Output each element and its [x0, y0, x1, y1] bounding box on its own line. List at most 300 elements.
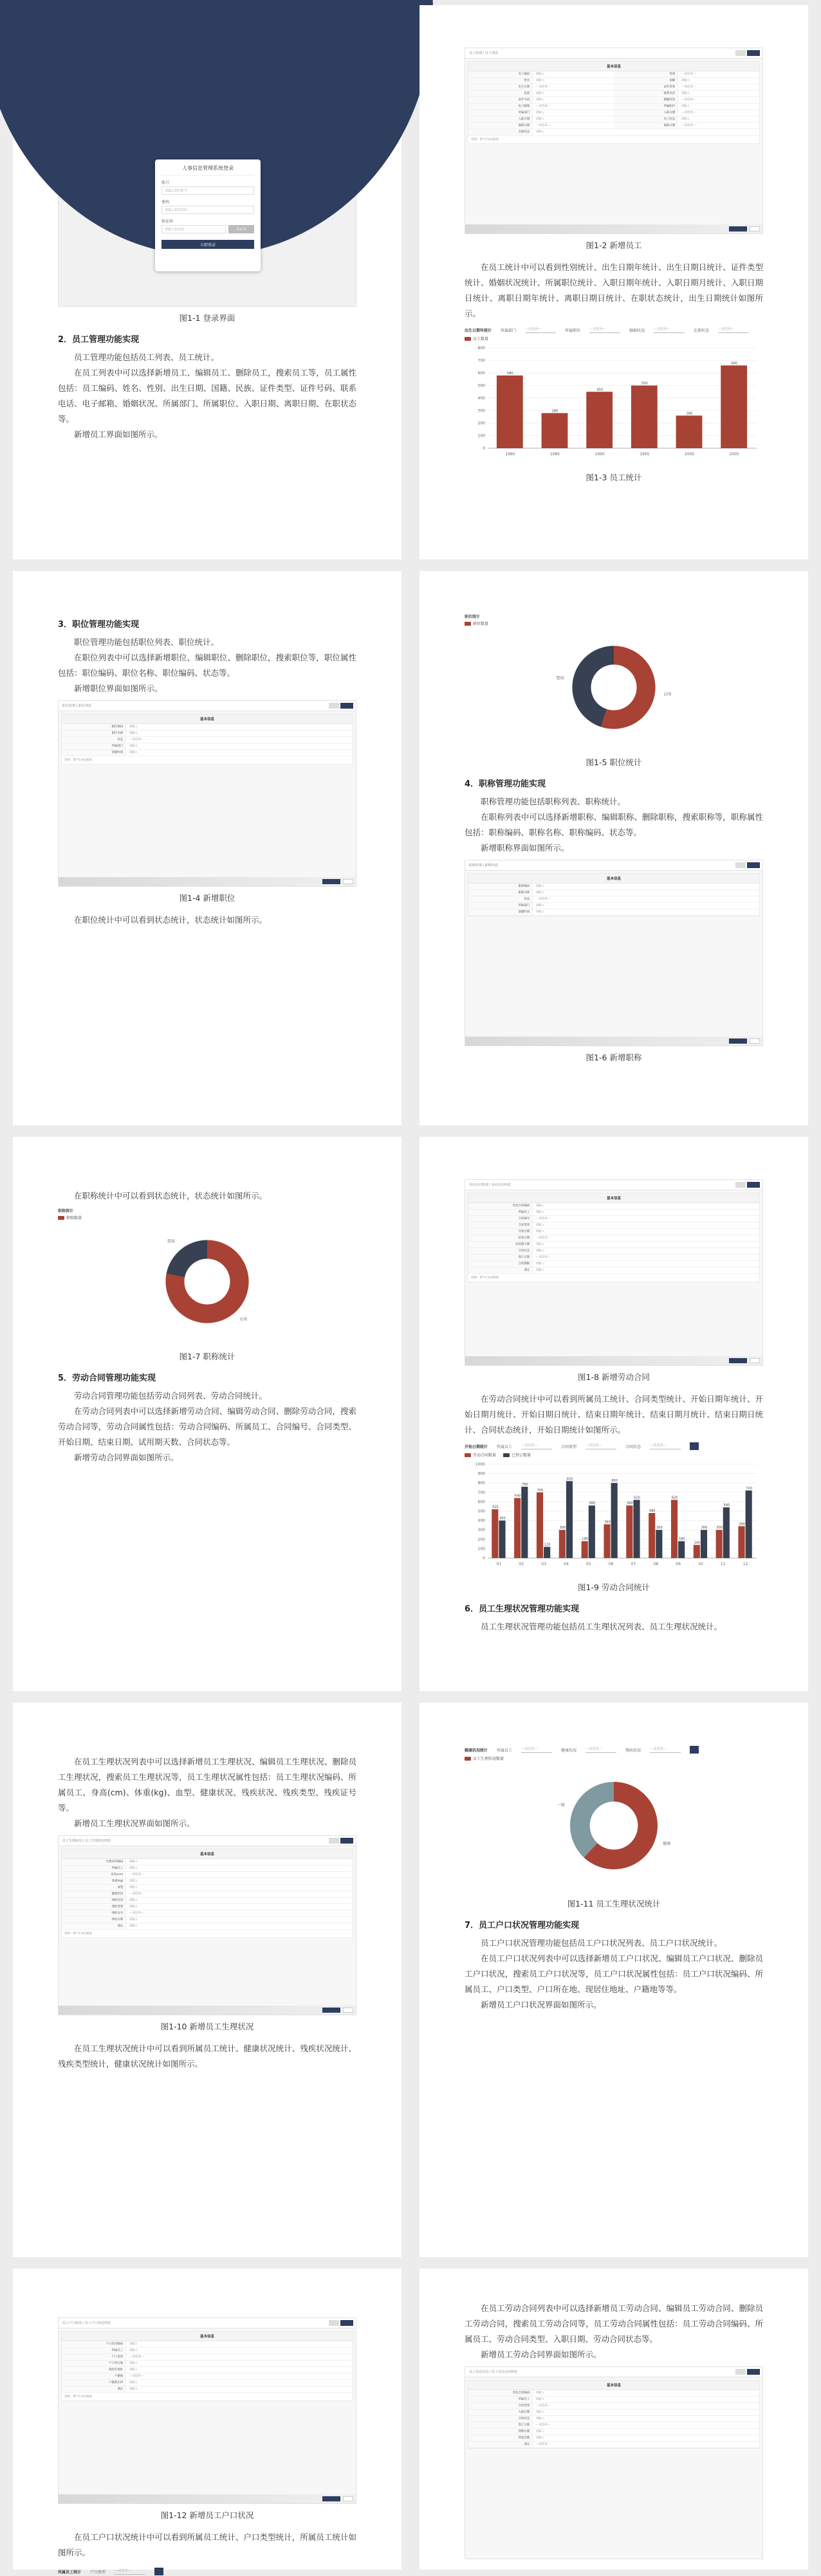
field-input[interactable]: 请输入	[532, 890, 759, 896]
y-tick-label: 500	[477, 383, 485, 388]
form-title: 基本信息	[62, 1849, 353, 1859]
field-input[interactable]: ---请选择---	[532, 2422, 759, 2428]
field-input[interactable]: 请输入	[532, 1242, 759, 1247]
data-label: 180	[582, 1537, 588, 1541]
field-input[interactable]: 请输入	[532, 903, 759, 909]
field-input[interactable]: 请输入	[125, 1917, 353, 1923]
field-label: 签订日期	[468, 1255, 532, 1260]
chart-filters	[465, 1745, 763, 1754]
page-7	[13, 1703, 401, 2257]
field-label: 出生日期	[468, 84, 532, 90]
form-row	[468, 97, 759, 104]
form-title: 基本信息	[468, 874, 759, 884]
filter-select[interactable]: ---请选择---	[586, 1443, 616, 1449]
bar	[656, 1530, 662, 1558]
household-form	[61, 2331, 353, 2401]
data-label: 580	[507, 371, 513, 376]
page-8	[420, 1703, 808, 2257]
field-input[interactable]: ---请选择---	[532, 104, 614, 109]
save-button[interactable]	[729, 1039, 747, 1044]
field-input[interactable]: ---请选择---	[532, 896, 759, 902]
app-breadcrumb: 职称管理 / 职称列表	[465, 860, 762, 871]
save-button[interactable]	[322, 879, 340, 884]
filter-select[interactable]: ---请选择---	[521, 1443, 552, 1449]
field-label: 职位编码	[62, 724, 125, 730]
form-row	[468, 1255, 759, 1261]
field-input[interactable]: 请输入	[532, 1261, 759, 1267]
app-breadcrumb: 员工管理 / 员工列表	[465, 48, 762, 59]
paragraph: 在员工户口状况列表中可以选择新增员工户口状况、编辑员工户口状况、删除员工户口状况，搜索员工户口状况等，员工户口状况属性包括：员工户口状况编码、所属员工、户口类型、户口所在地、现居住地址、户籍地等等。	[465, 1954, 763, 1994]
field-input[interactable]: ---请选择---	[125, 737, 353, 743]
x-tick-label: 2000	[684, 452, 695, 457]
data-label: 500	[641, 381, 648, 386]
field-input[interactable]: 请输入	[532, 1210, 759, 1215]
figure-caption: 图1-1 登录界面	[179, 313, 235, 323]
y-tick-label: 800	[477, 346, 485, 350]
field-input[interactable]: ---请选择---	[532, 1255, 759, 1260]
x-tick-label: 11	[720, 1562, 726, 1566]
employee-stats-chart	[465, 325, 763, 466]
search-button[interactable]	[690, 1442, 699, 1450]
filter-label: 健康状况	[561, 1748, 577, 1753]
save-button[interactable]	[322, 2008, 340, 2013]
login-button[interactable]: 立即登录	[161, 240, 254, 249]
field-input[interactable]: 请输入	[532, 2429, 759, 2435]
form-row	[468, 1242, 759, 1248]
y-tick-label: 1000	[475, 1462, 485, 1467]
form-row	[468, 2409, 759, 2416]
field-input[interactable]: 请输入	[532, 884, 759, 889]
field-input[interactable]: ---请选择---	[125, 1891, 353, 1897]
user-input[interactable]: 请输入您的账号	[161, 186, 254, 195]
figure-caption: 图1-7 职称统计	[179, 1352, 235, 1361]
field-input[interactable]: 请输入	[125, 2341, 353, 2347]
password-input[interactable]: 请输入您的密码	[161, 206, 254, 214]
field-input[interactable]: 请输入	[125, 743, 353, 749]
form-row	[62, 1891, 353, 1898]
field-label: 离职日期	[468, 123, 532, 129]
data-label: 300	[716, 1526, 723, 1530]
field-label: 创建时间	[62, 750, 125, 756]
field-label: 所属职位	[614, 104, 678, 109]
slice	[570, 1782, 614, 1858]
paragraph: 新增员工劳动合同界面如图所示。	[481, 2350, 602, 2359]
form-row	[468, 71, 759, 78]
filter-select[interactable]: ---请选择---	[650, 1746, 681, 1753]
data-label: 620	[671, 1496, 678, 1500]
filter-select[interactable]: ---请选择---	[586, 1746, 616, 1753]
save-button[interactable]	[322, 2496, 340, 2501]
form-row	[62, 2354, 353, 2361]
x-tick-label: 01	[496, 1562, 502, 1566]
form-row	[468, 84, 759, 91]
form-row	[62, 743, 353, 750]
field-label: 所属员工	[62, 1865, 125, 1871]
field-input[interactable]: 请输入	[125, 1859, 353, 1865]
field-input[interactable]: 请输入	[532, 909, 759, 915]
field-label: 生理状况编码	[62, 1859, 125, 1865]
data-label: 280	[551, 409, 558, 413]
paragraph: 新增劳动合同界面如图所示。	[74, 1453, 179, 1462]
x-tick-label: 1990	[595, 452, 605, 457]
field-input[interactable]: 请输入	[532, 1267, 759, 1273]
field-label: 户籍派出所	[62, 2380, 125, 2386]
form-row	[468, 1210, 759, 1216]
form-footer	[465, 1356, 762, 1365]
field-input[interactable]: ---请选择---	[678, 97, 759, 103]
field-label: 签订日期	[468, 2422, 532, 2428]
form-row	[62, 2373, 353, 2380]
form-note: 说明：带*号为必填项	[64, 759, 92, 762]
form-row	[468, 78, 759, 84]
form-footer	[465, 1037, 762, 1046]
data-label: 640	[514, 1494, 521, 1498]
field-label: 合同类型	[468, 2403, 532, 2409]
field-input[interactable]: 请输入	[125, 2380, 353, 2386]
form-row	[468, 896, 759, 903]
data-label: 260	[686, 412, 693, 416]
bar	[723, 1507, 730, 1558]
paragraph: 在员工生理状况统计中可以看到所属员工统计、健康状况统计、残疾状况统计、残疾类型统计，健康状况统计如图所示。	[58, 2044, 356, 2069]
form-row	[62, 2367, 353, 2373]
field-label: 劳动合同编码	[468, 2390, 532, 2396]
paragraph: 在员工生理状况列表中可以选择新增员工生理状况、编辑员工生理状况、删除员工生理状况，搜索员工生理状况等，员工生理状况属性包括：员工生理状况编码、所属员工、身高(cm)、体重(kg)、血型、健康状况、残疾状况、残疾类型、残疾证号等。	[58, 1757, 356, 1813]
field-input[interactable]: ---请选择---	[532, 1216, 759, 1222]
section-heading: 4．职称管理功能实现	[465, 779, 546, 789]
captcha-image[interactable]: 验证码	[228, 225, 254, 233]
field-input[interactable]: 请输入	[532, 2390, 759, 2396]
add-title-screenshot	[465, 860, 763, 1046]
field-input[interactable]: 请输入	[125, 1923, 353, 1929]
paragraph: 新增员工界面如图所示。	[74, 430, 163, 439]
data-label: 820	[566, 1477, 573, 1482]
position-form	[61, 714, 353, 765]
form-row	[468, 2397, 759, 2403]
form-note: 说明：带*号为必填项	[64, 1932, 92, 1936]
form-footer	[465, 224, 762, 233]
bar	[589, 1505, 595, 1558]
field-input[interactable]: 请输入	[532, 78, 614, 84]
page-5	[13, 1137, 401, 1691]
paragraph: 在员工劳动合同列表中可以选择新增员工劳动合同、编辑员工劳动合同、删除员工劳动合同，搜索员工劳动合同等，员工劳动合同属性包括：员工劳动合同编码、所属员工、劳动合同类型、入职日期、劳动合同状态等。	[465, 2303, 763, 2344]
search-button[interactable]	[690, 1746, 699, 1754]
paragraph: 员工生理状况管理功能包括员工生理状况列表、员工生理状况统计。	[481, 1622, 723, 1631]
field-input[interactable]: ---请选择---	[125, 2354, 353, 2360]
page-4	[420, 571, 808, 1125]
bar	[582, 1541, 588, 1558]
field-label: 现居住地址	[62, 2367, 125, 2373]
add-employee-screenshot	[465, 48, 763, 234]
field-input[interactable]: ---请选择---	[678, 123, 759, 129]
bar	[633, 1500, 640, 1558]
field-label: 职位名称	[62, 730, 125, 736]
x-tick-label: 2005	[729, 452, 739, 457]
form-title: 基本信息	[468, 62, 759, 71]
y-tick-label: 100	[477, 1547, 485, 1552]
field-input[interactable]: 请输入	[532, 110, 614, 116]
field-input[interactable]: 请输入	[532, 2416, 759, 2422]
data-label: 300	[559, 1526, 566, 1530]
chart-title: 所属员工统计	[58, 2570, 82, 2575]
field-input[interactable]: 请输入	[125, 724, 353, 730]
data-label: 360	[604, 1520, 611, 1525]
paragraph: 在职位列表中可以选择新增职位、编辑职位、删除职位，搜索职位等，职位属性包括：职位编码、职位名称、职位编码、状态等。	[58, 653, 356, 678]
donut-chart	[58, 1220, 356, 1343]
data-label: 660	[731, 361, 737, 366]
cancel-button[interactable]	[750, 226, 760, 231]
filter-select[interactable]: ---请选择---	[589, 327, 620, 333]
field-label: 试用期天数	[468, 1242, 532, 1247]
x-tick-label: 02	[519, 1562, 524, 1566]
field-label: 姓名	[468, 78, 532, 84]
y-tick-label: 600	[477, 371, 485, 376]
field-input[interactable]: ---请选择---	[532, 2403, 759, 2409]
field-input[interactable]: 请输入	[532, 2435, 759, 2441]
field-input[interactable]: ---请选择---	[532, 123, 614, 129]
field-input[interactable]: 请输入	[125, 1865, 353, 1871]
data-label: 300	[701, 1526, 708, 1530]
cancel-button[interactable]	[343, 2008, 353, 2013]
add-contract-screenshot	[465, 1179, 763, 1366]
y-tick-label: 100	[477, 433, 485, 439]
field-label: 电子邮箱	[468, 104, 532, 109]
field-input[interactable]: 请输入	[125, 2361, 353, 2366]
figure-caption: 图1-12 新增员工户口状况	[160, 2510, 254, 2520]
field-input[interactable]: 请输入	[532, 1222, 759, 1228]
data-label: 340	[739, 1522, 745, 1527]
filter-label: 所属员工	[497, 1444, 513, 1449]
field-label: 职称名称	[468, 890, 532, 896]
form-footer	[59, 2494, 356, 2503]
field-input[interactable]: 请输入	[532, 116, 614, 122]
paragraph: 在职称列表中可以选择新增职称、编辑职称、删除职称，搜索职称等，职称属性包括：职称编码、职称名称、职称编码、状态等。	[465, 812, 763, 837]
title-stats-chart	[58, 1208, 356, 1345]
page-6	[420, 1137, 808, 1691]
x-tick-label: 10	[698, 1562, 703, 1566]
filter-label: 所属职位	[565, 328, 581, 333]
x-tick-label: 06	[608, 1562, 614, 1566]
form-row	[62, 1923, 353, 1930]
filter-label: 所属员工	[497, 1748, 513, 1753]
field-input[interactable]: 请输入	[532, 97, 614, 103]
field-label: 民族	[468, 91, 532, 96]
field-label: 续签次数	[468, 2435, 532, 2441]
field-label: 所属部门	[468, 903, 532, 909]
field-label: 合同期限	[468, 1261, 532, 1267]
field-input[interactable]: ---请选择---	[125, 1910, 353, 1916]
filter-select[interactable]: ---请选择---	[525, 327, 556, 333]
field-input[interactable]: ---请选择---	[125, 1872, 353, 1878]
field-label: 所属部门	[62, 743, 125, 749]
filter-select[interactable]: ---请选择---	[115, 2568, 145, 2575]
y-tick-label: 700	[477, 1490, 485, 1495]
form-row	[62, 1898, 353, 1904]
field-label: 证件号码	[468, 97, 532, 103]
field-input[interactable]: 请输入	[678, 91, 759, 96]
y-tick-label: 0	[483, 446, 485, 451]
field-input[interactable]: 请输入	[125, 2348, 353, 2354]
field-label: 员工编码	[468, 71, 532, 77]
field-input[interactable]: 请输入	[678, 104, 759, 109]
field-input[interactable]: 请输入	[532, 2409, 759, 2415]
field-label: 合同状态	[468, 2416, 532, 2422]
field-input[interactable]: ---请选择---	[678, 110, 759, 116]
filter-select[interactable]: ---请选择---	[654, 327, 685, 333]
y-tick-label: 400	[477, 396, 485, 401]
form-row	[62, 1910, 353, 1917]
slice-label: 禁用	[556, 676, 564, 681]
data-label: 720	[746, 1486, 752, 1491]
data-label: 180	[678, 1537, 685, 1541]
donut-chart	[465, 626, 763, 748]
filter-label: 残疾状况	[625, 1748, 641, 1753]
save-button[interactable]	[729, 226, 747, 231]
cancel-button[interactable]	[343, 879, 353, 884]
bar	[559, 1530, 566, 1558]
y-tick-label: 0	[483, 1556, 485, 1561]
field-input[interactable]: 请输入	[532, 2397, 759, 2402]
field-input[interactable]: 请输入	[125, 1898, 353, 1903]
paragraph: 在劳动合同列表中可以选择新增劳动合同、编辑劳动合同、删除劳动合同，搜索劳动合同等，劳动合同属性包括：劳动合同编码、所属员工、合同编号、合同类型、开始日期、结束日期、试用期天数、合同状态等。	[58, 1406, 356, 1447]
field-input[interactable]: 请输入	[125, 730, 353, 736]
field-label: 性别	[614, 71, 678, 77]
field-input[interactable]: ---请选择---	[532, 2442, 759, 2447]
data-label: 520	[492, 1505, 499, 1510]
field-input[interactable]: 请输入	[532, 1229, 759, 1235]
figure-caption: 图1-2 新增员工	[586, 240, 642, 250]
form-row	[468, 2429, 759, 2435]
page-2	[420, 5, 808, 559]
bar	[521, 1487, 528, 1558]
field-input[interactable]: 请输入	[678, 78, 759, 84]
figure-caption: 图1-9 劳动合同统计	[578, 1583, 650, 1592]
cancel-button[interactable]	[343, 2496, 353, 2501]
bar	[694, 1545, 700, 1558]
filter-select[interactable]: ---请选择---	[650, 1443, 681, 1449]
y-tick-label: 300	[477, 408, 485, 413]
paragraph: 在职位统计中可以看到状态统计，状态统计如图所示。	[74, 915, 268, 925]
captcha-input[interactable]: 请输入验证码	[161, 225, 226, 233]
paragraph: 新增员工生理状况界面如图所示。	[74, 1819, 195, 1828]
section-heading: 7．员工户口状况管理功能实现	[465, 1921, 580, 1930]
x-tick-label: 1985	[549, 452, 560, 457]
field-label: 体重(kg)	[62, 1878, 125, 1884]
field-label: 血型	[62, 1885, 125, 1891]
form-row	[468, 110, 759, 116]
form-row	[468, 1203, 759, 1210]
cancel-button[interactable]	[750, 1358, 760, 1363]
field-label: 所属员工	[468, 1210, 532, 1215]
y-tick-label: 300	[477, 1528, 485, 1533]
section-heading: 5．劳动合同管理功能实现	[58, 1374, 156, 1383]
field-input[interactable]: 请输入	[125, 750, 353, 756]
x-tick-label: 1995	[640, 452, 650, 457]
paragraph: 新增员工户口状况界面如图所示。	[481, 2000, 602, 2009]
field-input[interactable]: 请输入	[125, 1878, 353, 1884]
field-label: 结束日期	[468, 1235, 532, 1241]
search-button[interactable]	[154, 2568, 163, 2575]
contract-form	[468, 1193, 760, 1282]
field-input[interactable]: ---请选择---	[678, 84, 759, 90]
cancel-button[interactable]	[750, 1039, 760, 1044]
form-row	[62, 2361, 353, 2367]
field-label: 残疾证号	[62, 1910, 125, 1916]
form-note: 说明：带*号为必填项	[64, 2395, 92, 2399]
form-row	[62, 2348, 353, 2354]
form-row	[468, 1229, 759, 1235]
field-label: 国籍	[614, 78, 678, 84]
y-tick-label: 200	[477, 421, 485, 426]
field-input[interactable]: 请输入	[532, 129, 759, 135]
page-3	[13, 571, 401, 1125]
filter-select[interactable]: ---请选择---	[718, 327, 749, 333]
chart-legend: 职位数量	[465, 621, 763, 626]
field-input[interactable]: 请输入	[125, 1885, 353, 1891]
slice-label: 禁用	[167, 1239, 175, 1244]
save-button[interactable]	[729, 1358, 747, 1363]
y-tick-label: 700	[477, 358, 485, 363]
x-tick-label: 08	[653, 1562, 659, 1566]
form-row	[468, 884, 759, 890]
bar	[626, 1505, 632, 1558]
field-input[interactable]: ---请选择---	[125, 2373, 353, 2379]
paragraph: 在劳动合同统计中可以看到所属员工统计、合同类型统计、开始日期年统计、开始日期月统计、开始日期日统计、结束日期年统计、结束日期月统计、结束日期日统计、合同状态统计，开始日期统计如图所示。	[465, 1394, 763, 1435]
field-input[interactable]: 请输入	[532, 1248, 759, 1254]
field-input[interactable]: 请输入	[125, 2386, 353, 2392]
bar	[544, 1547, 550, 1558]
field-input[interactable]: 请输入	[125, 2367, 353, 2373]
field-label: 入职日期	[614, 110, 678, 116]
form-row	[468, 123, 759, 129]
form-row	[468, 2442, 759, 2448]
field-input[interactable]: 请输入	[678, 116, 759, 122]
chart-filters	[465, 1442, 763, 1451]
slice-label: 健康	[663, 1842, 671, 1847]
paragraph: 在职称统计中可以看到状态统计，状态统计如图所示。	[74, 1191, 268, 1201]
paragraph: 新增职称界面如图所示。	[481, 843, 569, 853]
paragraph: 劳动合同管理功能包括劳动合同列表、劳动合同统计。	[74, 1391, 268, 1401]
field-input[interactable]: 请输入	[125, 1904, 353, 1910]
form-row	[468, 91, 759, 97]
form-row	[468, 129, 759, 136]
filter-label: 在职状态	[694, 328, 710, 333]
form-footer	[59, 2006, 356, 2015]
bar	[676, 415, 703, 448]
page-10	[420, 2269, 808, 2570]
field-label: 合同类型	[468, 1222, 532, 1228]
field-input[interactable]: ---请选择---	[532, 1235, 759, 1241]
field-label: 合同编号	[468, 1216, 532, 1222]
field-input[interactable]: 请输入	[532, 91, 614, 96]
slice-label: 一般	[557, 1802, 565, 1808]
app-breadcrumb: 员工劳动合同 / 员工劳动合同列表	[465, 2367, 762, 2377]
login-title: 人事信息管理系统登录	[161, 165, 254, 176]
form-row	[62, 1878, 353, 1885]
position-stats-chart	[465, 613, 763, 751]
data-label: 300	[656, 1526, 663, 1530]
form-note: 说明：带*号为必填项	[471, 1276, 499, 1280]
employee-contract-form	[468, 2380, 760, 2449]
form-row	[468, 909, 759, 916]
filter-select[interactable]: ---请选择---	[521, 1746, 552, 1753]
field-input[interactable]: 请输入	[532, 1203, 759, 1209]
data-label: 140	[694, 1541, 701, 1545]
field-input[interactable]: ---请选择---	[678, 71, 759, 77]
app-breadcrumb: 员工生理状况 / 员工生理状况列表	[59, 1836, 356, 1846]
field-input[interactable]: 请输入	[532, 71, 614, 77]
paragraph: 在员工列表中可以选择新增员工、编辑员工、删除员工，搜索员工等，员工属性包括：员工编码、姓名、性别、出生日期、国籍、民族、证件类型、证件号码、联系电话、电子邮箱、婚姻状况、所属部门、所属职位、入职日期、离职日期、在职状态等。	[58, 368, 356, 424]
field-input[interactable]: ---请选择---	[532, 84, 614, 90]
